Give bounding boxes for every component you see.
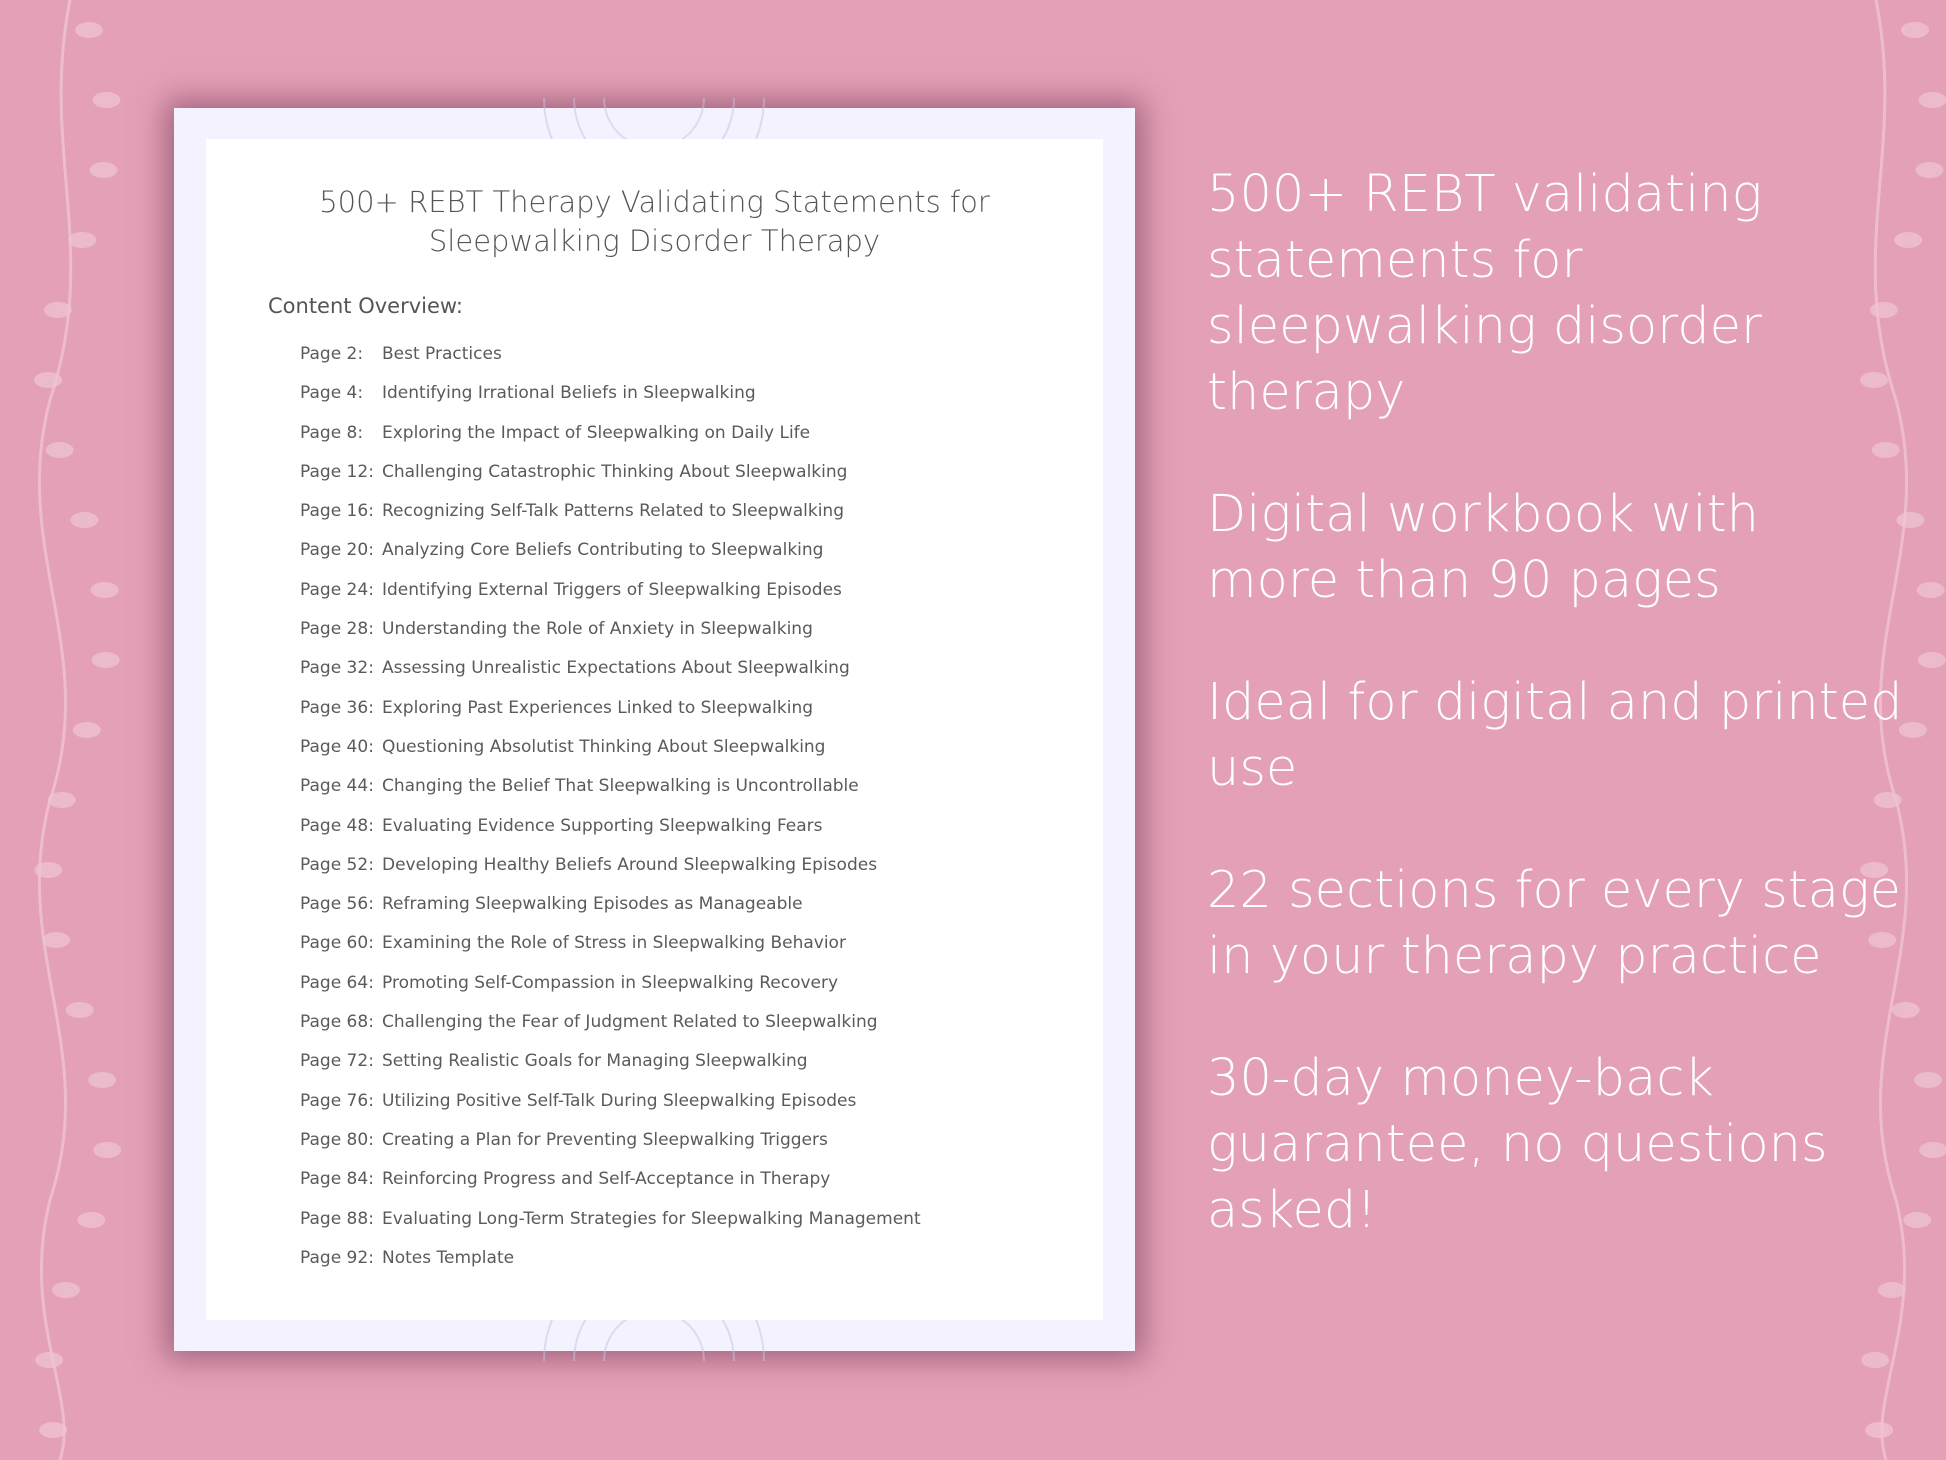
toc-section-title: Creating a Plan for Preventing Sleepwalking Triggers [382,1129,828,1150]
leaf-shape [92,92,120,108]
leaf-shape [1861,1352,1889,1368]
title-line-2: Sleepwalking Disorder Therapy [428,224,881,258]
leaf-shape [1865,1422,1893,1438]
toc-page-number: Page 60: [300,933,374,954]
toc-item [300,383,921,422]
toc-section-title: Analyzing Core Beliefs Contributing to Sleepwalking [382,540,824,561]
toc-section-title: Questioning Absolutist Thinking About Sleepwalking [382,736,826,757]
toc-item [300,737,921,776]
toc-section-title: Recognizing Self-Talk Patterns Related to Sleepwalking [382,501,844,522]
toc-section-title: Setting Realistic Goals for Managing Sleepwalking [382,1051,808,1072]
content-overview-heading: Content Overview: [268,294,463,318]
toc-section-title: Promoting Self-Compassion in Sleepwalking Recovery [382,972,839,993]
leaf-shape [88,1072,116,1088]
feature-list [1207,162,1907,1300]
toc-item [300,580,921,619]
toc-item [300,816,921,855]
leaf-shape [1901,22,1929,38]
toc-page-number: Page 48: [300,815,374,836]
toc-page-number: Page 36: [300,697,374,718]
leaf-shape [1918,92,1946,108]
toc-section-title: Understanding the Role of Anxiety in Sleepwalking [382,619,813,640]
toc-page-number: Page 68: [300,1012,374,1033]
toc-item [300,1130,921,1169]
toc-item [300,1209,921,1248]
leaf-shape [34,372,62,388]
feature-item: 22 sections for every stage in your therapy practice [1207,861,1902,986]
toc-page-number: Page 72: [300,1051,374,1072]
toc-item [300,1012,921,1051]
workbook-page-preview [174,108,1135,1351]
toc-section-title: Challenging Catastrophic Thinking About Sleepwalking [382,461,848,482]
toc-section-title: Utilizing Positive Self-Talk During Sleepwalking Episodes [382,1090,857,1111]
leaf-shape [46,442,74,458]
toc-item [300,776,921,815]
feature-item: 30-day money-back guarantee, no questions asked! [1207,1049,1828,1240]
toc-section-title: Exploring the Impact of Sleepwalking on Daily Life [382,422,811,443]
toc-section-title: Examining the Role of Stress in Sleepwalking Behavior [382,933,846,954]
toc-page-number: Page 32: [300,658,374,679]
toc-section-title: Challenging the Fear of Judgment Related to Sleepwalking [382,1012,878,1033]
toc-page-number: Page 16: [300,501,374,522]
toc-item [300,933,921,972]
toc-item [300,344,921,383]
toc-section-title: Assessing Unrealistic Expectations About Sleepwalking [382,658,850,679]
toc-page-number: Page 12: [300,461,374,482]
toc-section-title: Changing the Belief That Sleepwalking is Uncontrollable [382,776,859,797]
toc-item [300,894,921,933]
toc-page-number: Page 80: [300,1129,374,1150]
leaf-shape [35,1352,63,1368]
toc-item [300,698,921,737]
floral-vine-decoration-left [0,0,130,1460]
leaf-shape [52,1282,80,1298]
toc-page-number: Page 28: [300,619,374,640]
toc-section-title: Notes Template [382,1247,515,1268]
toc-page-number: Page 92: [300,1247,374,1268]
toc-page-number: Page 52: [300,854,374,875]
leaf-shape [73,722,101,738]
toc-page-number: Page 4: [300,383,364,404]
toc-page-number: Page 88: [300,1208,374,1229]
leaf-shape [91,582,119,598]
toc-page-number: Page 20: [300,540,374,561]
toc-item [300,1051,921,1090]
toc-item [300,658,921,697]
leaf-shape [92,652,120,668]
title-line-1: 500+ REBT Therapy Validating Statements for [319,185,990,219]
leaf-shape [1914,1072,1942,1088]
toc-page-number: Page 56: [300,894,374,915]
leaf-shape [1918,652,1946,668]
leaf-shape [90,162,118,178]
feature-item: 500+ REBT validating statements for sleepwalking disorder therapy [1207,165,1763,422]
toc-page-number: Page 40: [300,736,374,757]
toc-page-number: Page 8: [300,422,364,443]
leaf-shape [1919,1142,1946,1158]
toc-item [300,1169,921,1208]
toc-section-title: Evaluating Long-Term Strategies for Sleepwalking Management [382,1208,921,1229]
toc-page-number: Page 84: [300,1169,374,1190]
leaf-shape [75,22,103,38]
toc-page-number: Page 24: [300,579,374,600]
feature-item: Digital workbook with more than 90 pages [1207,485,1759,610]
leaf-shape [42,932,70,948]
leaf-shape [93,1142,121,1158]
toc-section-title: Identifying External Triggers of Sleepwalking Episodes [382,579,842,600]
document-title [206,183,1103,261]
leaf-shape [1917,582,1945,598]
leaf-shape [44,302,72,318]
page-content [206,139,1103,1320]
toc-item [300,973,921,1012]
leaf-shape [68,232,96,248]
toc-page-number: Page 44: [300,776,374,797]
leaf-shape [39,1422,67,1438]
leaf-shape [34,862,62,878]
feature-item: Ideal for digital and printed use [1207,673,1903,798]
toc-item [300,540,921,579]
leaf-shape [1916,162,1944,178]
toc-item [300,855,921,894]
toc-section-title: Best Practices [382,344,502,364]
toc-item [300,1248,921,1287]
toc-section-title: Reframing Sleepwalking Episodes as Manageable [382,894,803,915]
table-of-contents [300,344,921,1287]
toc-section-title: Identifying Irrational Beliefs in Sleepwalking [382,383,756,404]
leaf-shape [1903,1212,1931,1228]
toc-section-title: Evaluating Evidence Supporting Sleepwalking Fears [382,815,823,836]
toc-page-number: Page 76: [300,1090,374,1111]
leaf-shape [48,792,76,808]
leaf-shape [70,512,98,528]
toc-page-number: Page 2: [300,344,364,364]
toc-section-title: Exploring Past Experiences Linked to Sleepwalking [382,697,814,718]
leaf-shape [66,1002,94,1018]
toc-page-number: Page 64: [300,972,374,993]
toc-item [300,423,921,462]
toc-section-title: Reinforcing Progress and Self-Acceptance in Therapy [382,1169,831,1190]
toc-section-title: Developing Healthy Beliefs Around Sleepwalking Episodes [382,854,878,875]
leaf-shape [77,1212,105,1228]
toc-item [300,619,921,658]
toc-item [300,462,921,501]
toc-item [300,1091,921,1130]
toc-item [300,501,921,540]
